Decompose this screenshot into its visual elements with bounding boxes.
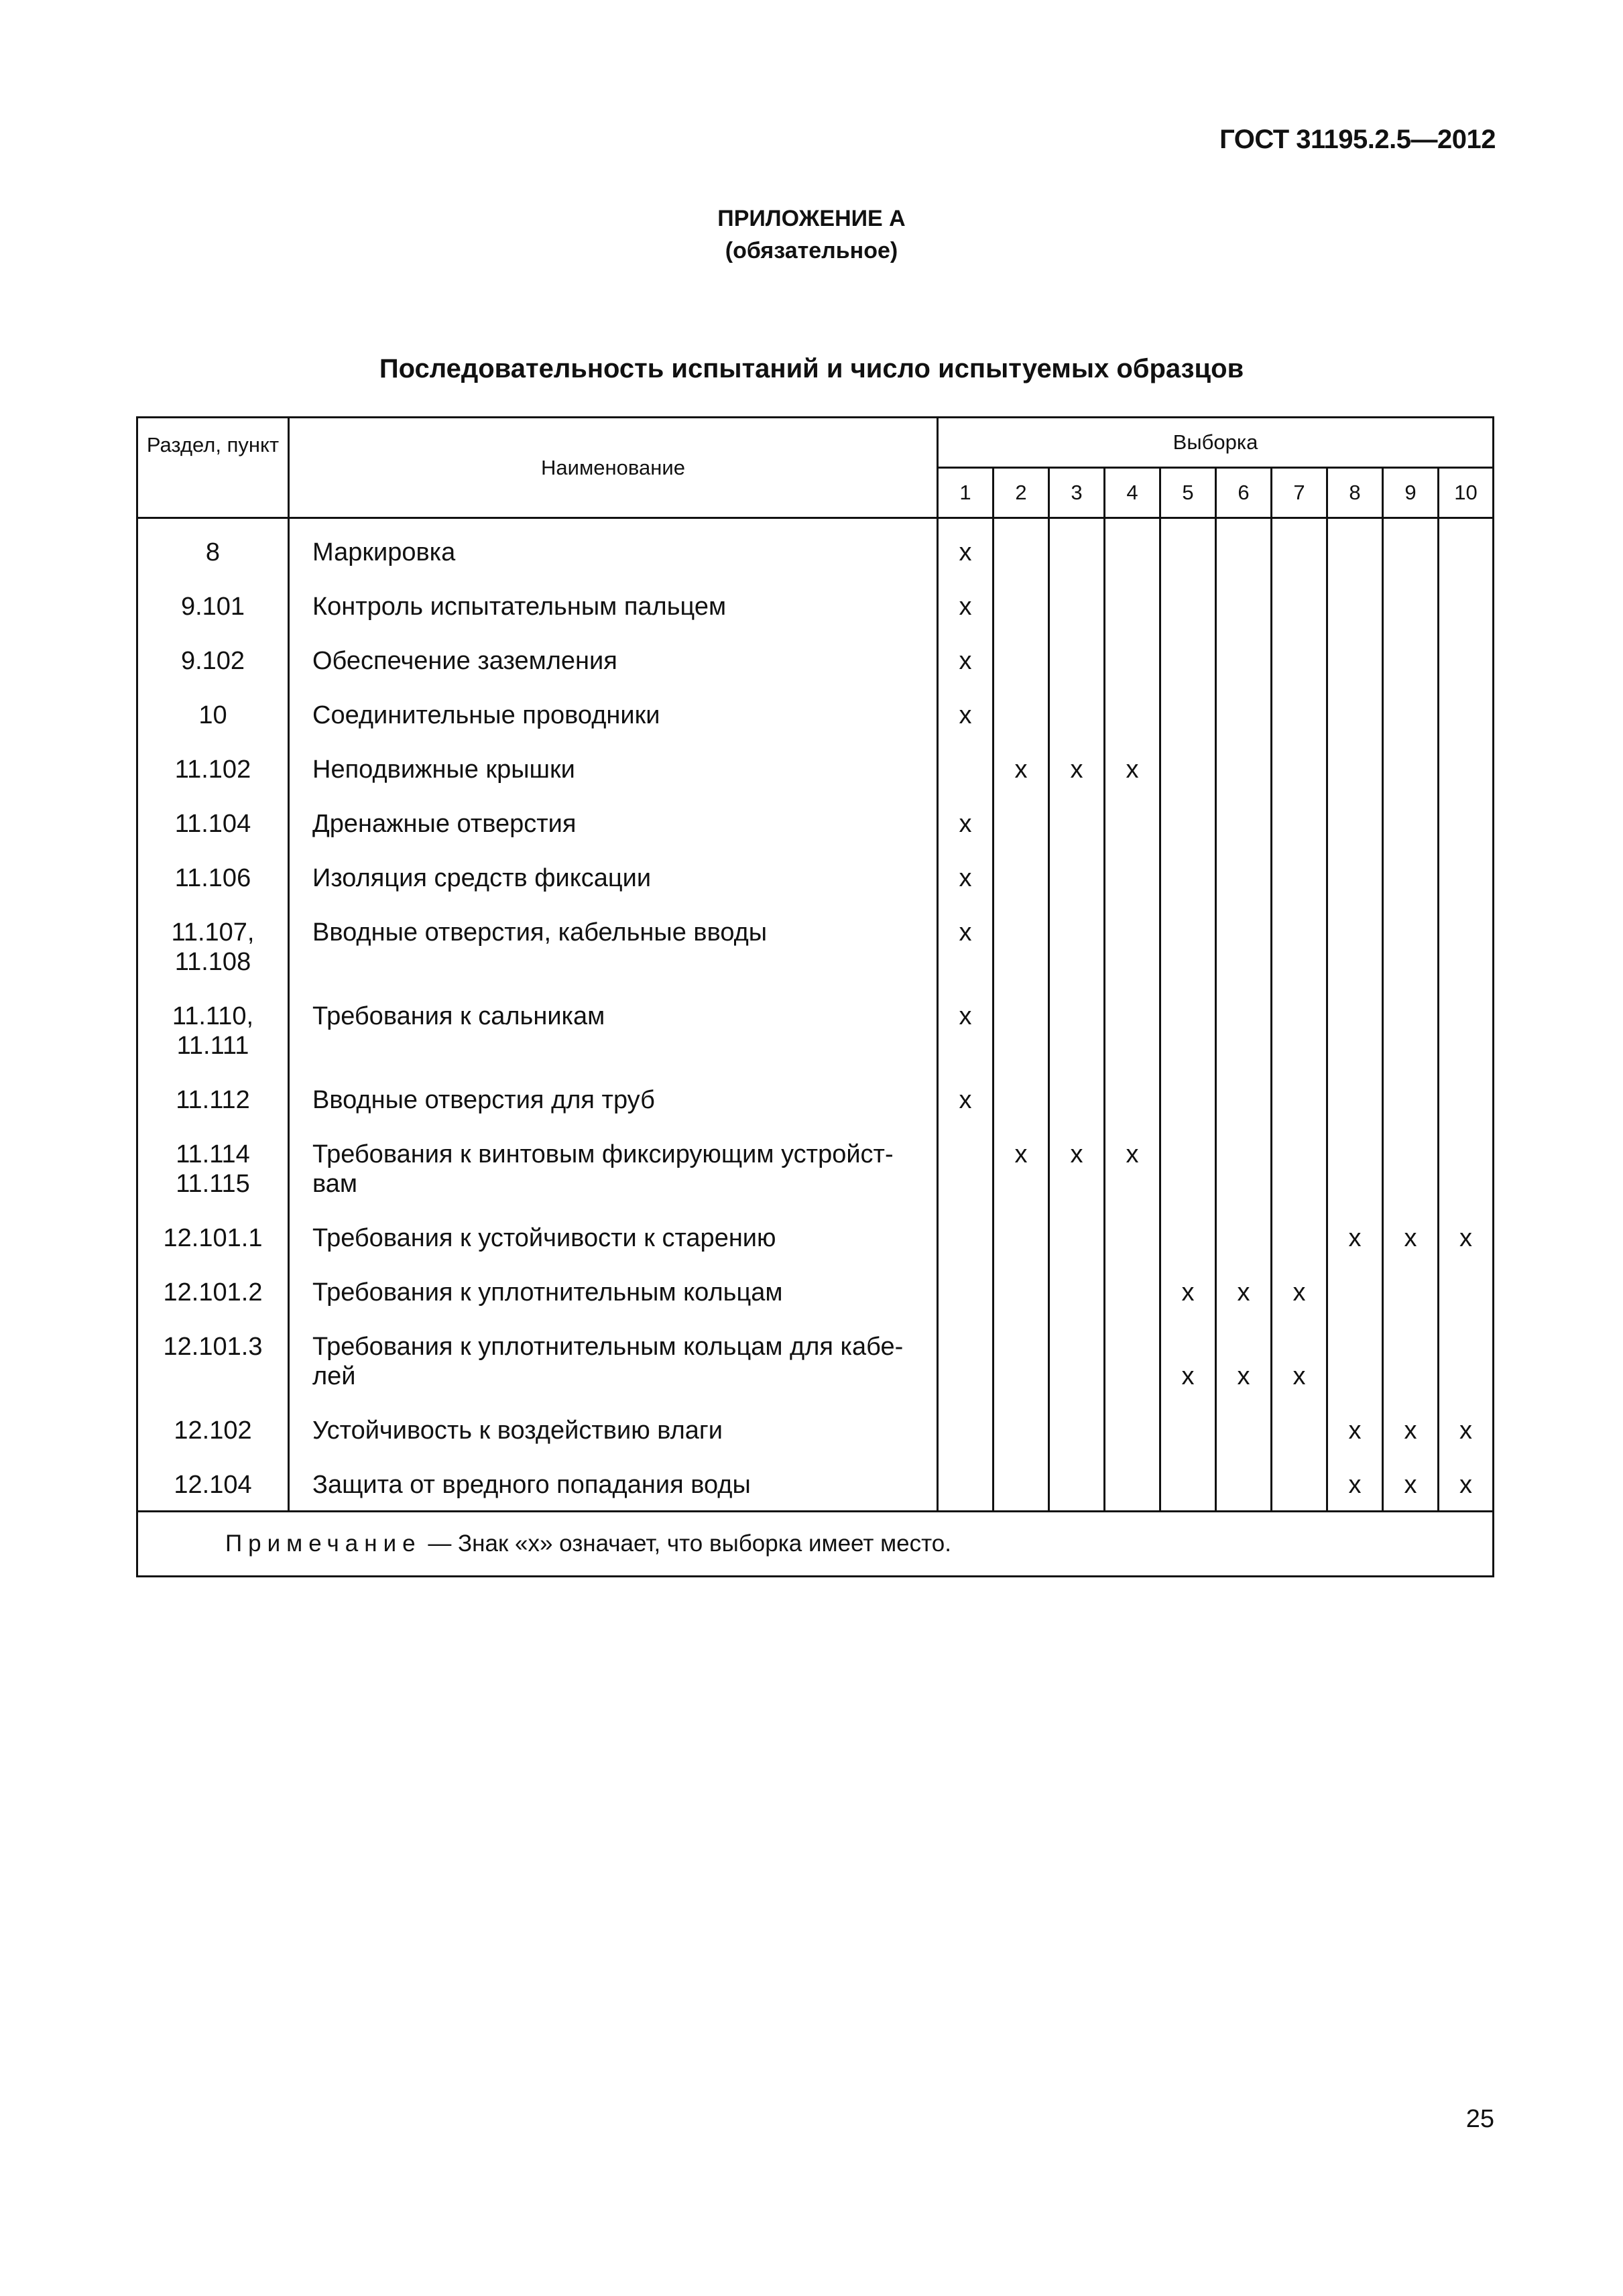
sample-cell bbox=[1439, 796, 1494, 850]
sample-mark: x bbox=[1459, 1224, 1472, 1252]
sample-cell bbox=[1160, 1210, 1216, 1264]
sample-cell bbox=[1216, 1402, 1272, 1457]
name-cell: Требования к винтовым фиксирующим устройст- вам bbox=[289, 1126, 938, 1210]
sample-cell bbox=[1049, 1126, 1105, 1210]
sample-cell bbox=[1049, 1210, 1105, 1264]
sample-mark: x bbox=[1181, 1362, 1195, 1390]
sample-cell bbox=[1439, 579, 1494, 633]
name-cell: Дренажные отверстия bbox=[289, 796, 938, 850]
sample-mark: x bbox=[1237, 1362, 1250, 1390]
sample-cell bbox=[1216, 1319, 1272, 1402]
sample-cell bbox=[938, 1210, 994, 1264]
sample-cell bbox=[1105, 1457, 1160, 1511]
section-cell: 12.102 bbox=[137, 1402, 289, 1457]
table-row bbox=[137, 1072, 1494, 1126]
sample-cell bbox=[994, 1210, 1049, 1264]
sample-cell bbox=[1327, 579, 1383, 633]
sample-cell bbox=[1383, 1319, 1439, 1402]
column-header-sample: Выборка bbox=[938, 418, 1494, 468]
sample-cell bbox=[1216, 1457, 1272, 1511]
section-cell: 12.104 bbox=[137, 1457, 289, 1511]
name-cell: Вводные отверстия, кабельные вводы bbox=[289, 904, 938, 988]
table-row bbox=[137, 741, 1494, 796]
column-header-section: Раздел, пункт bbox=[137, 418, 289, 518]
sample-cell bbox=[938, 1264, 994, 1319]
sample-number-header: 8 bbox=[1327, 468, 1383, 518]
name-cell: Вводные отверстия для труб bbox=[289, 1072, 938, 1126]
sample-cell bbox=[1383, 633, 1439, 687]
sample-cell bbox=[938, 524, 994, 579]
sample-cell bbox=[1439, 904, 1494, 988]
sample-number-header: 3 bbox=[1049, 468, 1105, 518]
sample-number-header: 2 bbox=[994, 468, 1049, 518]
sample-cell bbox=[1272, 633, 1327, 687]
sample-cell bbox=[994, 988, 1049, 1072]
sample-cell bbox=[938, 1402, 994, 1457]
sample-mark: x bbox=[1181, 1278, 1195, 1307]
name-cell: Защита от вредного попадания воды bbox=[289, 1457, 938, 1511]
sample-cell bbox=[1105, 904, 1160, 988]
section-cell: 8 bbox=[137, 524, 289, 579]
sample-mark: x bbox=[959, 810, 972, 838]
sample-cell bbox=[938, 633, 994, 687]
sample-cell bbox=[1049, 741, 1105, 796]
sample-cell bbox=[1049, 850, 1105, 904]
sample-cell bbox=[938, 796, 994, 850]
sample-mark: x bbox=[1126, 756, 1139, 784]
sample-cell bbox=[1272, 1210, 1327, 1264]
section-cell: 9.102 bbox=[137, 633, 289, 687]
note-text: — Знак «х» означает, что выборка имеет место. bbox=[421, 1530, 951, 1557]
sample-cell bbox=[1383, 579, 1439, 633]
sample-mark: x bbox=[959, 647, 972, 675]
name-cell: Маркировка bbox=[289, 524, 938, 579]
sample-cell bbox=[1383, 850, 1439, 904]
sample-cell bbox=[1439, 524, 1494, 579]
sample-cell bbox=[938, 850, 994, 904]
sample-cell bbox=[1160, 796, 1216, 850]
sample-cell bbox=[1439, 1264, 1494, 1319]
sample-mark: x bbox=[1237, 1278, 1250, 1307]
table-caption: Последовательность испытаний и число испытуемых образцов bbox=[379, 354, 1244, 383]
sample-cell bbox=[1327, 1264, 1383, 1319]
sample-mark: x bbox=[1348, 1471, 1362, 1499]
sample-cell bbox=[1049, 579, 1105, 633]
sample-cell bbox=[1105, 1126, 1160, 1210]
sample-cell bbox=[1160, 1264, 1216, 1319]
table-row bbox=[137, 633, 1494, 687]
sample-cell bbox=[1272, 1126, 1327, 1210]
sample-cell bbox=[1105, 1402, 1160, 1457]
sample-cell bbox=[994, 904, 1049, 988]
sample-cell bbox=[1216, 1126, 1272, 1210]
table-note bbox=[137, 1511, 1494, 1576]
sample-cell bbox=[1327, 1402, 1383, 1457]
table-row bbox=[137, 579, 1494, 633]
name-cell: Соединительные проводники bbox=[289, 687, 938, 741]
sample-cell bbox=[1216, 988, 1272, 1072]
sample-cell bbox=[1327, 633, 1383, 687]
sample-mark: x bbox=[959, 538, 972, 566]
sample-cell bbox=[1272, 796, 1327, 850]
sample-cell bbox=[1160, 524, 1216, 579]
sample-cell bbox=[1272, 1072, 1327, 1126]
sample-cell bbox=[1383, 904, 1439, 988]
sample-cell bbox=[1216, 1072, 1272, 1126]
sample-cell bbox=[994, 579, 1049, 633]
sample-cell bbox=[1272, 1402, 1327, 1457]
sample-cell bbox=[1383, 741, 1439, 796]
sample-cell bbox=[1105, 850, 1160, 904]
name-cell: Устойчивость к воздействию влаги bbox=[289, 1402, 938, 1457]
sample-cell bbox=[1327, 1319, 1383, 1402]
column-header-name: Наименование bbox=[289, 418, 938, 518]
sample-cell bbox=[1327, 1210, 1383, 1264]
sample-cell bbox=[1160, 1072, 1216, 1126]
sample-cell bbox=[1327, 1126, 1383, 1210]
sample-cell bbox=[1049, 988, 1105, 1072]
name-cell: Требования к уплотнительным кольцам для кабе- лей bbox=[289, 1319, 938, 1402]
sample-mark: x bbox=[1070, 1140, 1083, 1168]
sample-mark: x bbox=[1348, 1224, 1362, 1252]
name-cell: Требования к сальникам bbox=[289, 988, 938, 1072]
sample-cell bbox=[1383, 1072, 1439, 1126]
section-cell: 12.101.1 bbox=[137, 1210, 289, 1264]
sample-cell bbox=[1105, 1319, 1160, 1402]
sample-cell bbox=[994, 1126, 1049, 1210]
sample-cell bbox=[1272, 1457, 1327, 1511]
section-cell: 11.102 bbox=[137, 741, 289, 796]
section-cell: 11.110, 11.111 bbox=[137, 988, 289, 1072]
sample-cell bbox=[1049, 904, 1105, 988]
sample-cell bbox=[1383, 1264, 1439, 1319]
section-cell: 12.101.3 bbox=[137, 1319, 289, 1402]
sample-cell bbox=[1216, 1210, 1272, 1264]
sample-cell bbox=[1439, 1457, 1494, 1511]
sample-cell bbox=[938, 988, 994, 1072]
sample-cell bbox=[1105, 524, 1160, 579]
table-row bbox=[137, 796, 1494, 850]
sample-cell bbox=[1439, 687, 1494, 741]
annex-status: (обязательное) bbox=[725, 238, 898, 263]
sample-mark: x bbox=[1404, 1416, 1417, 1445]
sample-cell bbox=[994, 1264, 1049, 1319]
sample-cell bbox=[1216, 850, 1272, 904]
sample-cell bbox=[1105, 633, 1160, 687]
section-cell: 9.101 bbox=[137, 579, 289, 633]
sample-number-header: 7 bbox=[1272, 468, 1327, 518]
sample-cell bbox=[1272, 741, 1327, 796]
sample-cell bbox=[938, 579, 994, 633]
name-cell: Изоляция средств фиксации bbox=[289, 850, 938, 904]
sample-number-header: 5 bbox=[1160, 468, 1216, 518]
table-row bbox=[137, 904, 1494, 988]
sample-cell bbox=[994, 796, 1049, 850]
sample-cell bbox=[1216, 524, 1272, 579]
table-row bbox=[137, 1126, 1494, 1210]
sample-cell bbox=[1327, 1457, 1383, 1511]
sample-cell bbox=[1383, 796, 1439, 850]
sample-cell bbox=[1439, 1319, 1494, 1402]
section-cell: 10 bbox=[137, 687, 289, 741]
sample-cell bbox=[1272, 1264, 1327, 1319]
sample-cell bbox=[938, 1072, 994, 1126]
sample-cell bbox=[1272, 988, 1327, 1072]
sample-cell bbox=[1272, 904, 1327, 988]
sample-cell bbox=[1327, 988, 1383, 1072]
sample-cell bbox=[1439, 1072, 1494, 1126]
sample-cell bbox=[1160, 1402, 1216, 1457]
sample-cell bbox=[1105, 741, 1160, 796]
sample-cell bbox=[938, 1457, 994, 1511]
sample-cell bbox=[1272, 579, 1327, 633]
sample-cell bbox=[1049, 1264, 1105, 1319]
sample-cell bbox=[1160, 633, 1216, 687]
sample-mark: x bbox=[1459, 1471, 1472, 1499]
sample-mark: x bbox=[959, 1002, 972, 1030]
sample-mark: x bbox=[1293, 1362, 1306, 1390]
sample-cell bbox=[1049, 1457, 1105, 1511]
section-cell: 11.114 11.115 bbox=[137, 1126, 289, 1210]
section-cell: 11.106 bbox=[137, 850, 289, 904]
sample-cell bbox=[1105, 579, 1160, 633]
sample-cell bbox=[1160, 1126, 1216, 1210]
sample-cell bbox=[1049, 524, 1105, 579]
sample-cell bbox=[1105, 1072, 1160, 1126]
sample-cell bbox=[1105, 796, 1160, 850]
sample-cell bbox=[1383, 1126, 1439, 1210]
sample-cell bbox=[1049, 1402, 1105, 1457]
sample-cell bbox=[1160, 1457, 1216, 1511]
sample-cell bbox=[1383, 687, 1439, 741]
section-cell: 11.107, 11.108 bbox=[137, 904, 289, 988]
sample-mark: x bbox=[959, 701, 972, 729]
sample-cell bbox=[1439, 988, 1494, 1072]
sample-number-header: 1 bbox=[938, 468, 994, 518]
sample-mark: x bbox=[1126, 1140, 1139, 1168]
sample-mark: x bbox=[1014, 756, 1028, 784]
sample-cell bbox=[1216, 1264, 1272, 1319]
sample-cell bbox=[994, 1072, 1049, 1126]
sample-cell bbox=[1272, 524, 1327, 579]
sample-cell bbox=[1327, 796, 1383, 850]
sample-mark: x bbox=[1404, 1471, 1417, 1499]
sample-cell bbox=[994, 1402, 1049, 1457]
name-cell: Обеспечение заземления bbox=[289, 633, 938, 687]
table-row bbox=[137, 1319, 1494, 1402]
sample-cell bbox=[1216, 796, 1272, 850]
sample-cell bbox=[938, 1126, 994, 1210]
note-label: Примечание bbox=[225, 1530, 422, 1557]
sample-cell bbox=[994, 850, 1049, 904]
sample-cell bbox=[1160, 741, 1216, 796]
sample-number-header: 9 bbox=[1383, 468, 1439, 518]
sample-number-header: 10 bbox=[1439, 468, 1494, 518]
sample-cell bbox=[994, 1319, 1049, 1402]
sample-cell bbox=[1160, 904, 1216, 988]
sample-cell bbox=[1383, 988, 1439, 1072]
standard-code: ГОСТ 31195.2.5—2012 bbox=[1219, 125, 1496, 154]
sample-cell bbox=[1216, 687, 1272, 741]
sample-cell bbox=[1105, 1210, 1160, 1264]
sample-cell bbox=[1105, 1264, 1160, 1319]
sample-cell bbox=[1272, 1319, 1327, 1402]
sample-cell bbox=[1439, 850, 1494, 904]
sample-cell bbox=[1216, 904, 1272, 988]
sample-number-header: 6 bbox=[1216, 468, 1272, 518]
test-sequence-table bbox=[136, 416, 1494, 1577]
sample-cell bbox=[1439, 1402, 1494, 1457]
annex-heading bbox=[0, 202, 1623, 267]
sample-cell bbox=[1049, 796, 1105, 850]
sample-cell bbox=[1327, 850, 1383, 904]
sample-cell bbox=[1327, 524, 1383, 579]
table-row bbox=[137, 524, 1494, 579]
name-cell: Требования к уплотнительным кольцам bbox=[289, 1264, 938, 1319]
sample-cell bbox=[1160, 579, 1216, 633]
sample-cell bbox=[1439, 633, 1494, 687]
sample-mark: x bbox=[959, 1086, 972, 1114]
sample-cell bbox=[1049, 1319, 1105, 1402]
sample-cell bbox=[1105, 988, 1160, 1072]
table-row bbox=[137, 1210, 1494, 1264]
table-row bbox=[137, 850, 1494, 904]
section-cell: 12.101.2 bbox=[137, 1264, 289, 1319]
sample-cell bbox=[1216, 741, 1272, 796]
annex-title: ПРИЛОЖЕНИЕ А bbox=[717, 206, 906, 231]
sample-mark: x bbox=[959, 918, 972, 947]
sample-cell bbox=[938, 741, 994, 796]
sample-cell bbox=[1216, 579, 1272, 633]
sample-cell bbox=[1327, 741, 1383, 796]
sample-cell bbox=[1383, 524, 1439, 579]
sample-cell bbox=[1160, 687, 1216, 741]
table-row bbox=[137, 1264, 1494, 1319]
table-row bbox=[137, 1457, 1494, 1511]
sample-cell bbox=[994, 687, 1049, 741]
sample-cell bbox=[1272, 687, 1327, 741]
sample-cell bbox=[1049, 687, 1105, 741]
sample-cell bbox=[1216, 633, 1272, 687]
sample-cell bbox=[1160, 850, 1216, 904]
table-row bbox=[137, 1402, 1494, 1457]
sample-mark: x bbox=[1459, 1416, 1472, 1445]
sample-number-header: 4 bbox=[1105, 468, 1160, 518]
sample-mark: x bbox=[1293, 1278, 1306, 1307]
sample-cell bbox=[1327, 687, 1383, 741]
sample-mark: x bbox=[959, 593, 972, 621]
sample-cell bbox=[1049, 1072, 1105, 1126]
sample-cell bbox=[1439, 1210, 1494, 1264]
sample-cell bbox=[994, 1457, 1049, 1511]
sample-cell bbox=[1383, 1402, 1439, 1457]
sample-mark: x bbox=[1404, 1224, 1417, 1252]
sample-cell bbox=[994, 524, 1049, 579]
table-row bbox=[137, 988, 1494, 1072]
sample-mark: x bbox=[1014, 1140, 1028, 1168]
page-number: 25 bbox=[1465, 2105, 1494, 2133]
sample-cell bbox=[938, 1319, 994, 1402]
name-cell: Неподвижные крышки bbox=[289, 741, 938, 796]
sample-cell bbox=[1383, 1210, 1439, 1264]
name-cell: Требования к устойчивости к старению bbox=[289, 1210, 938, 1264]
sample-cell bbox=[938, 687, 994, 741]
sample-cell bbox=[1327, 1072, 1383, 1126]
sample-cell bbox=[1105, 687, 1160, 741]
sample-cell bbox=[1439, 1126, 1494, 1210]
sample-cell bbox=[1049, 633, 1105, 687]
sample-cell bbox=[1383, 1457, 1439, 1511]
sample-mark: x bbox=[959, 864, 972, 892]
section-cell: 11.112 bbox=[137, 1072, 289, 1126]
name-cell: Контроль испытательным пальцем bbox=[289, 579, 938, 633]
sample-cell bbox=[1327, 904, 1383, 988]
table-row bbox=[137, 687, 1494, 741]
sample-cell bbox=[1160, 1319, 1216, 1402]
sample-cell bbox=[994, 741, 1049, 796]
section-cell: 11.104 bbox=[137, 796, 289, 850]
sample-cell bbox=[1272, 850, 1327, 904]
sample-mark: x bbox=[1070, 756, 1083, 784]
sample-cell bbox=[994, 633, 1049, 687]
sample-cell bbox=[1160, 988, 1216, 1072]
sample-mark: x bbox=[1348, 1416, 1362, 1445]
sample-cell bbox=[938, 904, 994, 988]
sample-cell bbox=[1439, 741, 1494, 796]
